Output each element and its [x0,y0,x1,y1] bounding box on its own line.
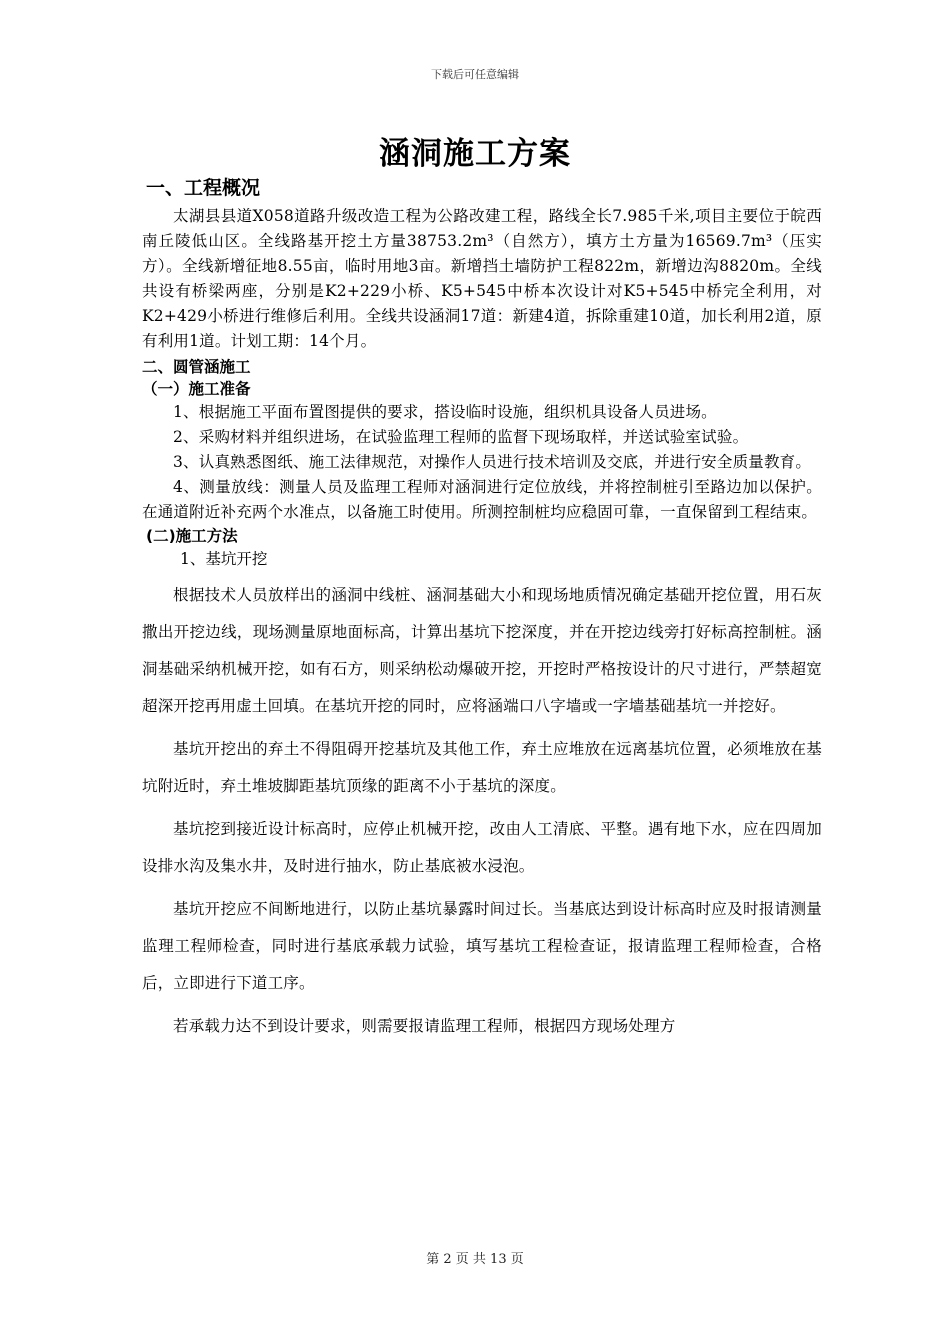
method-paragraph-4: 基坑开挖应不间断地进行，以防止基坑暴露时间过长。当基底达到设计标高时应及时报请测量监理工程师检查，同时进行基底承载力试验，填写基坑工程检查证，报请监理工程师检查，合格后，立即进行下道工序。 [142,900,822,992]
overview-paragraph: 太湖县县道X058道路升级改造工程为公路改建工程，路线全长7.985千米,项目主要位于皖西南丘陵低山区。全线路基开挖土方量38753.2m³（自然方），填方土方量为16569.7m³（压实方）。全线新增征地8.55亩，临时用地3亩。新增挡土墙防护工程822m，新增边沟8820m。全线共设有桥梁两座，分别是K2+229小桥、K5+545中桥本次设计对K5+545中桥完全利用，对K2+429小桥进行维修后利用。全线共设涵洞17道：新建4道，拆除重建10道，加长利用2道，原有利用1道。计划工期：14个月。 [142,207,822,350]
section-heading-overview: 一、工程概况 [146,177,261,199]
method-paragraph-5: 若承载力达不到设计要求，则需要报请监理工程师，根据四方现场处理方 [173,1017,676,1035]
method-subheading-excavation: 1、基坑开挖 [180,550,268,568]
page-header: 下载后可任意编辑 [431,68,519,81]
subsection-heading-preparation: （一）施工准备 [142,380,251,398]
prep-item-1: 1、根据施工平面布置图提供的要求，搭设临时设施，组织机具设备人员进场。 [173,403,717,421]
method-paragraph-1: 根据技术人员放样出的涵洞中线桩、涵洞基础大小和现场地质情况确定基础开挖位置，用石灰撒出开挖边线，现场测量原地面标高，计算出基坑下挖深度，并在开挖边线旁打好标高控制桩。涵洞基础采纳机械开挖，如有石方，则采纳松动爆破开挖，开挖时严格按设计的尺寸进行，严禁超宽超深开挖再用虚土回填。在基坑开挖的同时，应将涵端口八字墙或一字墙基础基坑一并挖好。 [142,586,822,715]
subsection-heading-method: (二)施工方法 [146,527,238,545]
method-paragraph-3: 基坑挖到接近设计标高时，应停止机械开挖，改由人工清底、平整。遇有地下水，应在四周加设排水沟及集水井，及时进行抽水，防止基底被水浸泡。 [142,820,822,875]
section-heading-pipe-culvert: 二、圆管涵施工 [142,358,251,376]
document-title: 涵洞施工方案 [379,136,571,172]
prep-item-2: 2、采购材料并组织进场，在试验监理工程师的监督下现场取样，并送试验室试验。 [173,428,749,446]
page-footer: 第 2 页 共 13 页 [426,1252,524,1267]
prep-item-3: 3、认真熟悉图纸、施工法律规范，对操作人员进行技术培训及交底，并进行安全质量教育。 [173,453,812,471]
method-paragraph-2: 基坑开挖出的弃土不得阻碍开挖基坑及其他工作，弃土应堆放在远离基坑位置，必须堆放在基坑附近时，弃土堆坡脚距基坑顶缘的距离不小于基坑的深度。 [142,740,822,795]
document-body [142,176,822,1045]
prep-item-4: 4、测量放线：测量人员及监理工程师对涵洞进行定位放线，并将控制桩引至路边加以保护。在通道附近补充两个水准点，以备施工时使用。所测控制桩均应稳固可靠，一直保留到工程结束。 [142,478,822,521]
